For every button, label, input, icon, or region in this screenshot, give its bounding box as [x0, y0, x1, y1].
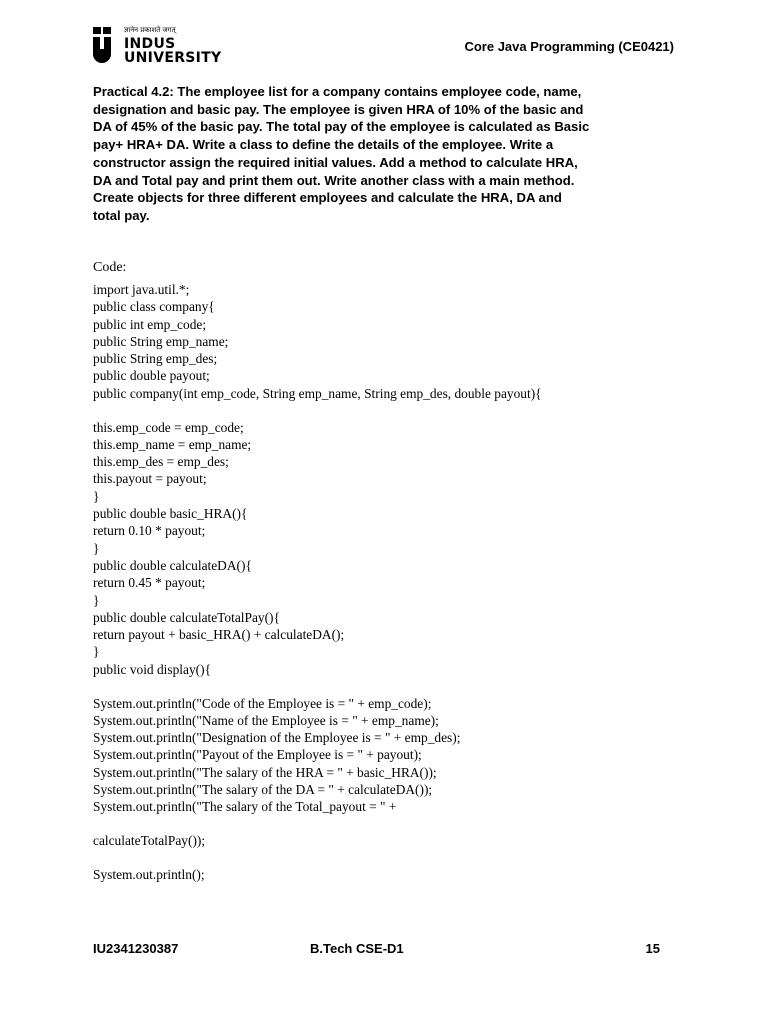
logo-tagline: ज्ञानेन प्रकाशते जगत्	[124, 26, 176, 34]
code-line: return payout + basic_HRA() + calculateDA();	[93, 627, 345, 643]
program-name: B.Tech CSE-D1	[310, 941, 404, 956]
code-line: System.out.println("The salary of the HRA = " + basic_HRA());	[93, 764, 437, 780]
code-line: return 0.10 * payout;	[93, 523, 206, 539]
code-line: public String emp_name;	[93, 333, 229, 349]
code-line: System.out.println("The salary of the Total_payout = " +	[93, 799, 397, 815]
logo-name	[124, 37, 221, 65]
code-line: System.out.println("The salary of the DA = " + calculateDA());	[93, 782, 433, 798]
university-logo	[92, 26, 232, 68]
code-line: public double basic_HRA(){	[93, 506, 248, 522]
logo-name-line1: INDUS	[124, 36, 176, 52]
code-line: }	[93, 592, 100, 608]
code-line	[93, 816, 713, 833]
code-line: System.out.println("Code of the Employee is = " + emp_code);	[93, 695, 432, 711]
code-block	[93, 281, 713, 883]
practical-task-description: Practical 4.2: The employee list for a company contains employee code, name, designation and basic pay. The employee is given HRA of 10% of the basic and DA of 45% of the basic pay. The total pay of the employee is calculated as Basic pay+ HRA+ DA. Write a class to define the details of the employee. Write a constructor assign the required initial values. Add a method to calculate HRA, DA and Total pay and print them out. Write another class with a main method. Create objects for three different employees and calculate the HRA, DA and total pay.	[93, 84, 590, 223]
code-line: public String emp_des;	[93, 351, 218, 367]
code-line: return 0.45 * payout;	[93, 575, 206, 591]
code-line: this.emp_des = emp_des;	[93, 454, 229, 470]
code-line: System.out.println("Payout of the Employee is = " + payout);	[93, 747, 422, 763]
code-line: import java.util.*;	[93, 282, 190, 297]
code-line: public void display(){	[93, 661, 211, 677]
logo-name-line2: UNIVERSITY	[124, 50, 222, 66]
code-label: Code:	[93, 260, 127, 275]
code-line: }	[93, 644, 100, 660]
code-line: System.out.println("Designation of the Employee is = " + emp_des);	[93, 730, 461, 746]
code-line: public double payout;	[93, 368, 210, 384]
code-line: }	[93, 488, 100, 504]
course-title: Core Java Programming (CE0421)	[464, 39, 674, 54]
code-line: public class company{	[93, 299, 215, 315]
page-number: 15	[645, 941, 660, 956]
code-line: System.out.println();	[93, 866, 205, 882]
code-line	[93, 402, 713, 419]
code-line: System.out.println("Name of the Employee is = " + emp_name);	[93, 712, 439, 728]
code-line: this.emp_code = emp_code;	[93, 419, 244, 435]
code-line	[93, 849, 713, 866]
indus-logo-icon	[92, 26, 120, 66]
code-line: public double calculateDA(){	[93, 557, 252, 573]
code-line: public int emp_code;	[93, 316, 207, 332]
code-line: }	[93, 540, 100, 556]
student-id: IU2341230387	[93, 941, 179, 956]
code-line: calculateTotalPay());	[93, 833, 206, 849]
code-line: this.emp_name = emp_name;	[93, 436, 252, 452]
code-line	[93, 678, 713, 695]
code-line: public double calculateTotalPay(){	[93, 609, 280, 625]
code-line: public company(int emp_code, String emp_name, String emp_des, double payout){	[93, 385, 542, 401]
code-line: this.payout = payout;	[93, 471, 207, 487]
